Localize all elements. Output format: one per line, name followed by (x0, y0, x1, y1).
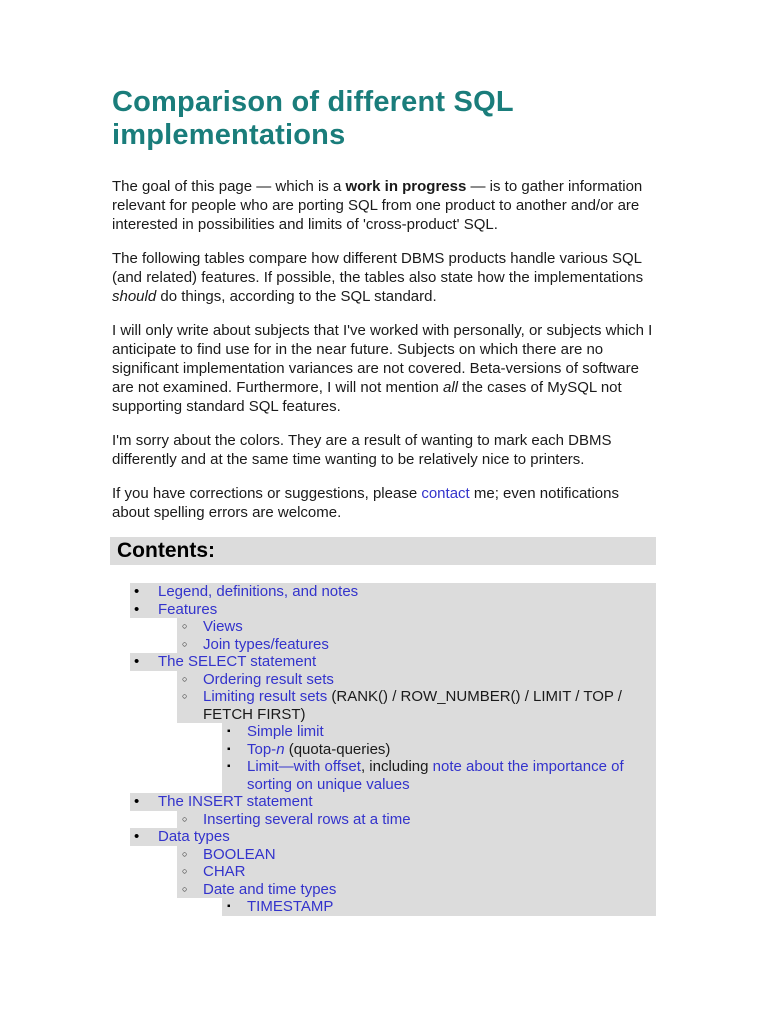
toc-link[interactable]: CHAR (203, 863, 246, 880)
toc-item-text (203, 863, 656, 881)
toc-item (222, 758, 656, 793)
toc-item-text (203, 671, 656, 689)
table-of-contents (112, 583, 656, 916)
text-run: , including (360, 758, 433, 775)
toc-item (222, 723, 656, 741)
toc-item (130, 601, 656, 619)
toc-item (177, 811, 656, 829)
bullet-icon: • (134, 828, 140, 845)
bullet-icon: • (134, 653, 140, 670)
toc-link[interactable]: BOOLEAN (203, 845, 276, 863)
toc-item-text (158, 653, 656, 671)
toc-item (177, 863, 656, 881)
toc-item (177, 881, 656, 899)
paragraph-intro-scope (112, 321, 656, 416)
toc-item (130, 583, 656, 601)
paragraph-intro-tables (112, 249, 656, 306)
bullet-icon: • (134, 600, 140, 618)
toc-item-text (203, 688, 656, 723)
bullet-icon: ○ (182, 813, 188, 824)
text-run: I will only write about subjects that I've worked with personally, or subjects which I anticipate to find use for in the near future. Subjects on which there are no significant implementation variances are not covered. Beta-versions of software are not examined. Furthermore, I will not mention (112, 322, 653, 396)
toc-item-text (247, 723, 656, 741)
bullet-icon: ▪ (227, 761, 231, 772)
text-run: all (442, 379, 458, 396)
toc-link[interactable]: Top- (247, 740, 277, 758)
toc-link[interactable]: note about the importance of sorting on unique values (247, 758, 624, 793)
bullet-icon: ▪ (227, 726, 231, 737)
toc-item-text (203, 881, 656, 899)
toc-item (130, 793, 656, 811)
toc-item-text (158, 601, 656, 619)
toc-item (222, 898, 656, 916)
toc-link[interactable]: Limit—with offset (247, 758, 361, 775)
toc-link[interactable]: Inserting several rows at a time (203, 810, 411, 828)
toc-item-text (203, 618, 656, 636)
text-run: (RANK() / ROW_NUMBER() / LIMIT / TOP / FETCH FIRST) (203, 688, 622, 723)
toc-link[interactable]: The SELECT statement (158, 653, 317, 670)
bullet-icon: ▪ (227, 901, 231, 912)
toc-item-text (158, 793, 656, 811)
bullet-icon: ○ (182, 848, 188, 859)
text-run: work in progress (345, 178, 467, 195)
bullet-icon: • (134, 793, 140, 810)
bullet-icon: ○ (182, 883, 188, 894)
toc-item-text (247, 898, 656, 916)
paragraph-intro-contact (112, 484, 656, 522)
toc-link[interactable]: Legend, definitions, and notes (158, 583, 359, 600)
toc-link[interactable]: Date and time types (203, 880, 337, 898)
toc-link[interactable]: Limiting result sets (203, 688, 328, 705)
toc-link[interactable]: Simple limit (247, 723, 324, 740)
text-run: (quota-queries) (284, 740, 391, 758)
toc-item (130, 653, 656, 671)
bullet-icon: ▪ (227, 743, 231, 755)
toc-link[interactable]: Data types (158, 828, 230, 845)
toc-item (130, 828, 656, 846)
contents-heading: Contents: (110, 537, 656, 565)
toc-item (177, 618, 656, 636)
bullet-icon: ○ (182, 866, 188, 876)
bullet-icon: • (134, 583, 140, 600)
intro-paragraphs (112, 177, 656, 522)
toc-link[interactable]: Join types/features (203, 635, 329, 653)
text-run: do things, according to the SQL standard. (156, 288, 437, 305)
text-run: I'm sorry about the colors. They are a result of wanting to mark each DBMS differently and at the same time wanting to be relatively nice to printers. (112, 432, 612, 468)
toc-item-text (247, 758, 656, 793)
toc-link[interactable]: Features (158, 600, 218, 618)
toc-item-text (158, 583, 656, 601)
toc-link[interactable]: The INSERT statement (158, 793, 313, 810)
toc-item-text (203, 811, 656, 829)
toc-link[interactable]: n (276, 740, 285, 758)
toc-item (177, 846, 656, 864)
bullet-icon: ○ (182, 691, 188, 701)
toc-link[interactable]: TIMESTAMP (247, 898, 334, 915)
toc-item-text (247, 741, 656, 759)
toc-item (177, 688, 656, 723)
toc-item (177, 636, 656, 654)
page-title: Comparison of different SQL implementations (112, 86, 514, 151)
toc-link[interactable]: Ordering result sets (203, 670, 334, 688)
toc-item-text (203, 636, 656, 654)
bullet-icon: ○ (182, 621, 188, 631)
text-run: The following tables compare how different DBMS products handle various SQL (and related) features. If possible, the tables also state how the implementations (112, 250, 644, 286)
text-run: should (112, 288, 157, 305)
text-run: The goal of this page — which is a (112, 178, 346, 195)
toc-item (177, 671, 656, 689)
contact-link[interactable]: contact (421, 485, 470, 502)
paragraph-intro-goal (112, 177, 656, 234)
bullet-icon: ○ (182, 638, 188, 649)
text-run: the cases of MySQL not supporting standard SQL features. (112, 379, 622, 415)
toc-item (222, 741, 656, 759)
bullet-icon: ○ (182, 673, 188, 684)
toc-item-text (158, 828, 656, 846)
text-run: If you have corrections or suggestions, please (112, 485, 422, 502)
toc-link[interactable]: Views (203, 618, 243, 635)
paragraph-intro-colors (112, 431, 656, 469)
text-run: me; even notifications about spelling errors are welcome. (112, 485, 619, 521)
toc-item-text (203, 846, 656, 864)
text-run: — is to gather information relevant for people who are porting SQL from one product to another and/or are interested in possibilities and limits of 'cross-product' SQL. (112, 178, 643, 233)
